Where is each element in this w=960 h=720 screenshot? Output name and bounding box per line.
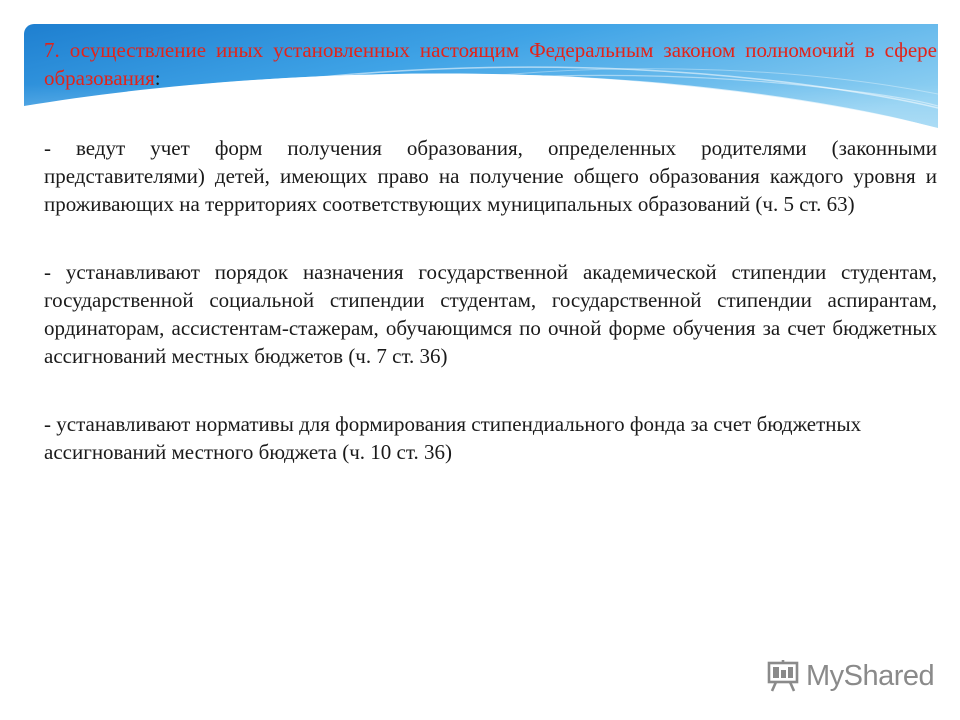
heading-text: 7. осуществление иных установленных настоящим Федеральным законом полномочий в сфере образования — [44, 38, 937, 90]
slide-heading — [44, 36, 937, 92]
paragraph-scholarship-procedure: - устанавливают порядок назначения государственной академической стипендии студентам, государственной социальной стипендии студентам, государственной стипендии аспирантам, ординаторам, ассистентам-стажерам, обучающимся по очной форме обучения за счет бюджетных ассигнований местных бюджетов (ч. 7 ст. 36) — [44, 260, 937, 368]
myshared-logo — [766, 658, 934, 694]
slide-content — [44, 36, 937, 466]
paragraph-scholarship-fund: - устанавливают нормативы для формирования стипендиального фонда за счет бюджетных ассигнований местного бюджета (ч. 10 ст. 36) — [44, 412, 862, 464]
paragraph-education-forms: - ведут учет форм получения образования, определенных родителями (законными представителями) детей, имеющих право на получение общего образования каждого уровня и проживающих на территориях соответствующих муниципальных образований (ч. 5 ст. 63) — [44, 136, 937, 216]
presentation-board-icon — [766, 659, 800, 693]
heading-colon: : — [154, 66, 161, 90]
logo-text: MyShared — [806, 659, 935, 692]
